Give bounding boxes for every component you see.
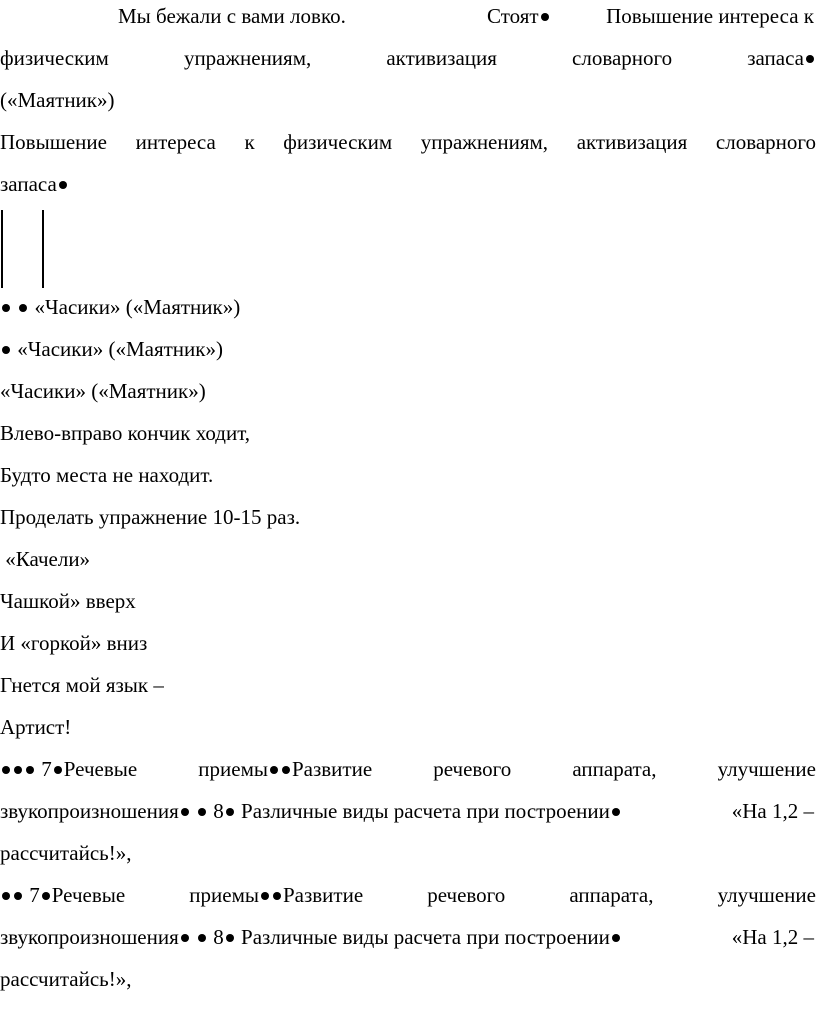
text-line-11: Проделать упражнение 10-15 раз. <box>0 505 301 529</box>
word: Повышение <box>0 130 107 154</box>
word: физическим <box>0 46 109 70</box>
text-segment: Стоят <box>487 4 539 28</box>
bullet-icon <box>612 808 620 816</box>
bullet-icon <box>226 808 234 816</box>
text-line-7 <box>0 337 816 361</box>
text-line-6 <box>0 295 816 319</box>
text-segment <box>487 4 551 28</box>
bullet-icon <box>198 808 206 816</box>
word: словарного <box>572 46 673 70</box>
bullet-icon <box>2 304 10 312</box>
word: активизация <box>386 46 497 70</box>
bullet-icon <box>541 13 549 21</box>
word-group <box>189 883 363 907</box>
vertical-rule <box>1 210 3 288</box>
word: физическим <box>283 130 393 154</box>
text-line-8: «Часики» («Маятник») <box>0 379 206 403</box>
bullet-icon <box>612 934 620 942</box>
bullet-icon <box>270 766 278 774</box>
vertical-rule <box>42 210 44 288</box>
bullet-icon <box>54 766 62 774</box>
text-segment: Повышение интереса к <box>606 4 814 28</box>
bullet-icon <box>198 934 206 942</box>
bullet-icon <box>14 892 22 900</box>
word: приемы <box>189 883 259 907</box>
text-line-19: рассчитайсь!», <box>0 841 132 865</box>
text-segment: Различные виды расчета при построении <box>241 925 610 949</box>
word: словарного <box>715 130 816 154</box>
text-segment: «На 1,2 – <box>731 799 814 823</box>
text-line-13: Чашкой» вверх <box>0 589 136 613</box>
word: активизация <box>576 130 688 154</box>
text-line-22: рассчитайсь!», <box>0 967 132 991</box>
text-segment: «Часики» («Маятник») <box>17 337 223 361</box>
text-line-18 <box>0 799 816 823</box>
text-line-15: Гнется мой язык – <box>0 673 164 697</box>
text-segment: «На 1,2 – <box>731 925 814 949</box>
word: запаса <box>747 46 804 70</box>
number: 8 <box>213 799 224 823</box>
word: упражнениям, <box>420 130 549 154</box>
text-line-2 <box>0 46 816 70</box>
bullet-icon <box>273 892 281 900</box>
word: звукопроизношения <box>0 925 179 949</box>
number: 7 <box>29 883 40 907</box>
text-line-4 <box>0 130 816 154</box>
number: 8 <box>213 925 224 949</box>
word: речевого <box>433 757 512 781</box>
word: запаса <box>0 172 57 196</box>
bullet-icon <box>2 766 10 774</box>
text-segment: Мы бежали с вами ловко. <box>118 4 346 28</box>
text-line-5 <box>0 172 816 196</box>
word-group <box>0 757 137 781</box>
bullet-icon <box>181 934 189 942</box>
text-line-10: Будто места не находит. <box>0 463 214 487</box>
bullet-icon <box>19 304 27 312</box>
word: аппарата, <box>569 883 654 907</box>
word: аппарата, <box>572 757 657 781</box>
word: приемы <box>198 757 268 781</box>
word-group <box>198 757 372 781</box>
text-line-14: И «горкой» вниз <box>0 631 148 655</box>
bullet-icon <box>59 181 67 189</box>
bullet-icon <box>181 808 189 816</box>
word: интереса <box>135 130 216 154</box>
word: Развитие <box>291 757 373 781</box>
word: звукопроизношения <box>0 799 179 823</box>
text-line-21 <box>0 925 816 949</box>
word: речевого <box>427 883 506 907</box>
bullet-icon <box>26 766 34 774</box>
text-line-12: «Качели» <box>0 547 91 571</box>
word: к <box>244 130 255 154</box>
text-line-3: («Маятник») <box>0 88 115 112</box>
word: улучшение <box>717 883 816 907</box>
word: Речевые <box>51 883 126 907</box>
bullet-icon <box>2 346 10 354</box>
text-line-17 <box>0 757 816 781</box>
bullet-icon <box>42 892 50 900</box>
text-segment: Различные виды расчета при построении <box>241 799 610 823</box>
word-group <box>747 46 816 70</box>
word: улучшение <box>717 757 816 781</box>
word: упражнениям, <box>183 46 312 70</box>
word: Речевые <box>63 757 138 781</box>
bullet-icon <box>2 892 10 900</box>
bullet-icon <box>282 766 290 774</box>
text-line-20 <box>0 883 816 907</box>
bullet-icon <box>806 55 814 63</box>
text-line-16: Артист! <box>0 715 72 739</box>
text-segment: «Часики» («Маятник») <box>34 295 241 319</box>
bullet-icon <box>14 766 22 774</box>
text-line-9: Влево-вправо кончик ходит, <box>0 421 251 445</box>
word: Развитие <box>282 883 364 907</box>
word-group <box>0 883 125 907</box>
bullet-icon <box>226 934 234 942</box>
number: 7 <box>41 757 52 781</box>
bullet-icon <box>261 892 269 900</box>
